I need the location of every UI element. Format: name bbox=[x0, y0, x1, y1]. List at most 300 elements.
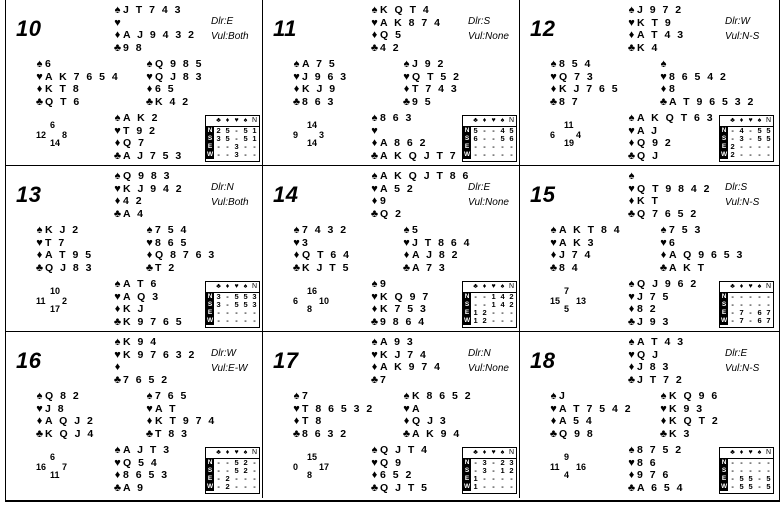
cards: 3 bbox=[302, 236, 310, 249]
cards: 7 6 5 bbox=[155, 390, 189, 402]
dd-corner bbox=[720, 282, 728, 292]
dd-cell: - bbox=[226, 316, 229, 325]
south-hand bbox=[626, 444, 684, 494]
dd-cell: 7 bbox=[739, 316, 744, 325]
diamond-icon: ♦ bbox=[628, 29, 635, 42]
diamonds-holding bbox=[291, 249, 351, 262]
diamond-icon: ♦ bbox=[114, 469, 121, 482]
dd-seat-label: S bbox=[721, 135, 727, 142]
cards: T 9 2 bbox=[123, 124, 157, 137]
spade-icon: ♠ bbox=[371, 112, 378, 124]
heart-icon: ♥ bbox=[550, 236, 557, 249]
dd-row bbox=[206, 475, 259, 483]
hcp-e: 2 bbox=[62, 296, 68, 306]
cards: K 9 4 bbox=[123, 336, 159, 348]
diamonds-holding bbox=[112, 469, 171, 482]
cards: A 9 bbox=[123, 481, 145, 494]
hcp-s: 19 bbox=[564, 138, 575, 148]
dd-cell: - bbox=[492, 134, 495, 143]
east-hand bbox=[401, 224, 471, 274]
spade-icon: ♠ bbox=[36, 58, 43, 70]
dd-suit-header: ♦ bbox=[739, 283, 744, 290]
spades-holding bbox=[112, 278, 184, 291]
clubs-holding bbox=[548, 262, 622, 275]
dd-cell: 5 bbox=[243, 292, 248, 301]
clubs-holding bbox=[548, 96, 620, 109]
dd-suit-header: ♦ bbox=[225, 449, 230, 456]
dd-cell: - bbox=[492, 466, 495, 475]
board bbox=[263, 332, 520, 498]
spade-icon: ♠ bbox=[114, 170, 121, 182]
spades-holding bbox=[626, 444, 684, 457]
north-hand bbox=[626, 336, 685, 386]
cards: 8 6 5 4 2 bbox=[669, 70, 728, 83]
dd-cell: - bbox=[474, 150, 477, 159]
diamonds-holding bbox=[626, 137, 715, 150]
dd-corner bbox=[720, 116, 728, 126]
club-icon: ♣ bbox=[113, 481, 122, 494]
dd-corner bbox=[206, 282, 214, 292]
diamonds-holding bbox=[144, 83, 203, 96]
cards: 8 6 3 2 bbox=[302, 427, 349, 440]
diamonds-holding bbox=[658, 249, 744, 262]
cards: K T 9 bbox=[637, 16, 673, 29]
clubs-holding bbox=[626, 42, 685, 55]
diamonds-holding bbox=[34, 83, 120, 96]
clubs-holding bbox=[658, 428, 720, 441]
club-icon: ♣ bbox=[627, 41, 636, 54]
clubs-holding bbox=[401, 428, 473, 441]
dd-seat-label: N bbox=[207, 127, 213, 134]
dd-cell: - bbox=[217, 474, 220, 483]
cards: 8 6 5 3 bbox=[123, 469, 170, 482]
dd-cell: - bbox=[235, 474, 238, 483]
dd-header bbox=[720, 448, 773, 459]
spades-holding bbox=[369, 112, 458, 125]
cards: J 9 6 3 bbox=[302, 70, 349, 83]
dd-corner bbox=[206, 116, 214, 126]
dealer-label: Dlr:W bbox=[725, 16, 750, 27]
spade-icon: ♠ bbox=[550, 224, 557, 236]
club-icon: ♣ bbox=[35, 261, 44, 274]
cards: K 7 5 3 bbox=[380, 303, 428, 316]
dd-seat-label: E bbox=[207, 309, 213, 316]
dd-row bbox=[206, 301, 259, 309]
hearts-holding bbox=[144, 237, 216, 250]
heart-icon: ♥ bbox=[36, 236, 43, 249]
cards: 9 bbox=[380, 278, 388, 290]
cards: K 9 7 6 3 2 bbox=[123, 348, 197, 361]
hearts-holding bbox=[626, 457, 684, 470]
dd-cell: - bbox=[749, 308, 752, 317]
cards: 8 7 bbox=[559, 95, 580, 108]
hearts-holding bbox=[291, 71, 348, 84]
diamond-icon: ♦ bbox=[371, 469, 378, 482]
hearts-holding bbox=[112, 183, 184, 196]
dd-seat-label: S bbox=[207, 467, 213, 474]
double-dummy-table bbox=[205, 115, 260, 162]
clubs-holding bbox=[112, 482, 171, 495]
spade-icon: ♠ bbox=[550, 390, 557, 402]
dd-suit-header: ♥ bbox=[491, 117, 496, 124]
double-dummy-table bbox=[205, 447, 260, 494]
cards: K 4 bbox=[637, 41, 660, 54]
clubs-holding bbox=[401, 96, 461, 109]
cards: 6 5 bbox=[155, 83, 176, 96]
dd-suit-header: N bbox=[508, 449, 515, 456]
dd-cell: 4 bbox=[739, 126, 744, 135]
spades-holding bbox=[34, 58, 120, 71]
cards: A K T 8 4 bbox=[559, 224, 622, 236]
dd-cell: - bbox=[244, 142, 247, 151]
clubs-holding bbox=[369, 150, 458, 163]
dd-cell: - bbox=[731, 316, 734, 325]
cards: 8 6 3 bbox=[380, 112, 414, 124]
dd-suit-header: ♥ bbox=[234, 117, 239, 124]
dd-row bbox=[720, 459, 773, 467]
hearts-holding bbox=[34, 71, 120, 84]
dd-row bbox=[206, 135, 259, 143]
diamond-icon: ♦ bbox=[293, 249, 300, 262]
double-dummy-table bbox=[462, 447, 517, 494]
east-hand bbox=[658, 58, 755, 108]
cards: K Q 9 7 bbox=[380, 290, 431, 303]
dd-cell: 2 bbox=[243, 466, 248, 475]
club-icon: ♣ bbox=[659, 95, 668, 108]
east-hand bbox=[144, 58, 203, 108]
dealer-vulnerability bbox=[725, 14, 759, 44]
spades-holding bbox=[369, 170, 470, 183]
dd-suit-header: ♣ bbox=[730, 117, 735, 124]
dd-row bbox=[463, 135, 516, 143]
east-hand bbox=[401, 390, 473, 440]
cards: A T 9 5 bbox=[45, 249, 94, 262]
club-icon: ♣ bbox=[292, 261, 301, 274]
dd-suit-header: N bbox=[251, 449, 258, 456]
dd-row bbox=[720, 475, 773, 483]
dd-cell: - bbox=[740, 458, 743, 467]
dd-cell: - bbox=[217, 466, 220, 475]
dd-cell: - bbox=[253, 482, 256, 491]
north-hand bbox=[112, 170, 184, 220]
dd-seat-label: S bbox=[464, 135, 470, 142]
dd-cell: - bbox=[749, 150, 752, 159]
dd-cell: - bbox=[226, 142, 229, 151]
cards: T 8 bbox=[302, 415, 324, 428]
dd-cell: - bbox=[731, 458, 734, 467]
cards: 9 8 6 4 bbox=[380, 315, 427, 328]
dd-cell: 2 bbox=[730, 150, 735, 159]
dd-cell: - bbox=[731, 126, 734, 135]
club-icon: ♣ bbox=[370, 149, 379, 162]
dd-cell: - bbox=[483, 150, 486, 159]
dd-cell: - bbox=[235, 308, 238, 317]
dd-suit-header: ♣ bbox=[730, 283, 735, 290]
spades-holding bbox=[626, 4, 685, 17]
heart-icon: ♥ bbox=[371, 456, 378, 469]
cards: Q 9 bbox=[380, 456, 403, 469]
diamonds-holding bbox=[112, 195, 184, 208]
dd-cell: - bbox=[740, 292, 743, 301]
diamonds-holding bbox=[369, 137, 458, 150]
cards: A 9 3 bbox=[380, 336, 415, 348]
dd-header bbox=[206, 448, 259, 459]
heart-icon: ♥ bbox=[114, 348, 121, 361]
dd-row bbox=[206, 483, 259, 491]
dd-cell: 4 bbox=[500, 292, 505, 301]
diamond-icon: ♦ bbox=[114, 137, 121, 150]
dd-cell: 5 bbox=[243, 126, 248, 135]
south-hand bbox=[626, 112, 715, 162]
club-icon: ♣ bbox=[549, 95, 558, 108]
cards: Q 7 3 bbox=[559, 70, 595, 83]
dd-cell: - bbox=[226, 458, 229, 467]
dd-cell: 3 bbox=[509, 458, 514, 467]
diamond-icon: ♦ bbox=[628, 469, 635, 482]
dd-cell: - bbox=[758, 458, 761, 467]
spades-holding bbox=[658, 58, 755, 71]
club-icon: ♣ bbox=[113, 207, 122, 220]
hearts-holding bbox=[369, 17, 442, 30]
cards: A K 9 4 bbox=[412, 427, 462, 440]
spades-holding bbox=[626, 112, 715, 125]
dd-cell: - bbox=[731, 292, 734, 301]
dd-suit-header: ♥ bbox=[234, 283, 239, 290]
spade-icon: ♠ bbox=[36, 390, 43, 402]
heart-icon: ♥ bbox=[114, 456, 121, 469]
dd-cell: - bbox=[740, 466, 743, 475]
cards: A T 6 bbox=[123, 278, 159, 290]
vulnerability-label: Vul:Both bbox=[211, 197, 249, 208]
dd-suit-header: ♦ bbox=[739, 449, 744, 456]
dd-row bbox=[206, 317, 259, 325]
hcp-w: 9 bbox=[293, 130, 299, 140]
club-icon: ♣ bbox=[292, 427, 301, 440]
dd-suit-header: ♥ bbox=[748, 117, 753, 124]
dd-cell: - bbox=[483, 482, 486, 491]
dd-seat-label: E bbox=[721, 475, 727, 482]
hcp-diagram bbox=[293, 452, 333, 492]
cards: 8 6 bbox=[637, 456, 658, 469]
diamonds-holding bbox=[112, 137, 183, 150]
heart-icon: ♥ bbox=[628, 16, 635, 29]
cards: 8 6 3 bbox=[302, 95, 336, 108]
cards: A Q J 2 bbox=[45, 415, 95, 428]
cards: A K 9 7 4 bbox=[380, 361, 442, 374]
cards: T 8 6 5 3 2 bbox=[302, 402, 375, 415]
club-icon: ♣ bbox=[627, 481, 636, 494]
south-hand bbox=[112, 444, 171, 494]
diamonds-holding bbox=[658, 83, 755, 96]
cards: K T 9 7 4 bbox=[155, 415, 217, 428]
dd-seat-label: S bbox=[464, 467, 470, 474]
dd-seat-label: N bbox=[464, 293, 470, 300]
spades-holding bbox=[548, 58, 620, 71]
hcp-w: 15 bbox=[550, 296, 561, 306]
board-number: 18 bbox=[530, 348, 556, 373]
spades-holding bbox=[112, 4, 196, 17]
hearts-holding bbox=[369, 291, 430, 304]
dd-cell: - bbox=[253, 150, 256, 159]
hcp-e: 17 bbox=[319, 462, 330, 472]
hcp-n: 7 bbox=[564, 286, 570, 296]
cards: K 9 7 6 5 bbox=[123, 315, 184, 328]
dd-cell: - bbox=[217, 142, 220, 151]
dd-cell: 5 bbox=[509, 126, 514, 135]
dd-cell: - bbox=[474, 300, 477, 309]
hearts-holding bbox=[548, 71, 620, 84]
hearts-holding bbox=[112, 457, 171, 470]
hcp-w: 16 bbox=[36, 462, 47, 472]
cards: A K T bbox=[669, 261, 707, 274]
club-icon: ♣ bbox=[145, 95, 154, 108]
east-hand bbox=[401, 58, 461, 108]
cards: 6 bbox=[45, 58, 53, 70]
spade-icon: ♠ bbox=[371, 170, 378, 182]
cards: 9 8 bbox=[123, 41, 144, 54]
dd-cell: 5 bbox=[757, 126, 762, 135]
dd-cell: 5 bbox=[243, 300, 248, 309]
dealer-label: Dlr:E bbox=[211, 16, 234, 27]
dd-cell: - bbox=[510, 316, 513, 325]
diamonds-holding bbox=[369, 195, 470, 208]
spade-icon: ♠ bbox=[628, 4, 635, 16]
dd-cell: - bbox=[749, 316, 752, 325]
dd-cell: - bbox=[767, 300, 770, 309]
dd-cell: 6 bbox=[757, 308, 762, 317]
spade-icon: ♠ bbox=[628, 444, 635, 456]
dd-seat-label: W bbox=[463, 151, 471, 158]
cards: T 2 bbox=[155, 261, 177, 274]
dd-row bbox=[720, 317, 773, 325]
cards: 7 bbox=[302, 390, 310, 402]
heart-icon: ♥ bbox=[146, 70, 153, 83]
west-hand bbox=[291, 224, 351, 274]
dd-cell: - bbox=[253, 458, 256, 467]
dd-cell: 5 bbox=[757, 134, 762, 143]
dd-cell: - bbox=[217, 482, 220, 491]
dd-suit-header: ♠ bbox=[243, 117, 248, 124]
diamonds-holding bbox=[658, 415, 720, 428]
dd-cell: 2 bbox=[500, 458, 505, 467]
dd-cell: 4 bbox=[500, 126, 505, 135]
dd-suit-header: N bbox=[508, 117, 515, 124]
cards: J T 7 2 bbox=[637, 373, 684, 386]
hearts-holding bbox=[401, 71, 461, 84]
cards: Q J bbox=[637, 348, 660, 361]
dd-cell: - bbox=[226, 292, 229, 301]
dd-suit-header: ♦ bbox=[482, 117, 487, 124]
hearts-holding bbox=[626, 125, 715, 138]
club-icon: ♣ bbox=[370, 481, 379, 494]
cards: 8 6 5 bbox=[155, 236, 189, 249]
dealer-vulnerability bbox=[468, 14, 509, 44]
hearts-holding bbox=[34, 237, 93, 250]
heart-icon: ♥ bbox=[371, 124, 378, 137]
cards: K 3 bbox=[669, 427, 692, 440]
spades-holding bbox=[369, 336, 442, 349]
cards: A T 4 3 bbox=[637, 336, 686, 348]
dd-suit-header: ♠ bbox=[243, 449, 248, 456]
dd-suit-header: ♠ bbox=[500, 449, 505, 456]
club-icon: ♣ bbox=[370, 207, 379, 220]
diamond-icon: ♦ bbox=[660, 83, 667, 96]
dd-cell: 5 bbox=[225, 134, 230, 143]
spade-icon: ♠ bbox=[114, 112, 121, 124]
hcp-s: 14 bbox=[50, 138, 61, 148]
dd-seat-label: N bbox=[464, 459, 470, 466]
diamond-icon: ♦ bbox=[550, 415, 557, 428]
dd-cell: 2 bbox=[730, 142, 735, 151]
dd-seat-label: E bbox=[721, 143, 727, 150]
dd-cell: - bbox=[740, 300, 743, 309]
diamond-icon: ♦ bbox=[36, 249, 43, 262]
dd-cell: - bbox=[226, 150, 229, 159]
club-icon: ♣ bbox=[549, 261, 558, 274]
spades-holding bbox=[34, 224, 93, 237]
cards: A K 2 bbox=[123, 112, 160, 124]
board bbox=[263, 0, 520, 166]
dd-cell: 7 bbox=[739, 308, 744, 317]
cards: 7 bbox=[380, 373, 388, 386]
dd-cell: 1 bbox=[473, 316, 478, 325]
dd-cell: - bbox=[235, 482, 238, 491]
dd-cell: 1 bbox=[491, 300, 496, 309]
spades-holding bbox=[401, 390, 473, 403]
dd-cell: 2 bbox=[243, 458, 248, 467]
dd-cell: - bbox=[244, 308, 247, 317]
west-hand bbox=[548, 390, 633, 440]
diamond-icon: ♦ bbox=[114, 303, 121, 316]
west-hand bbox=[34, 224, 93, 274]
diamond-icon: ♦ bbox=[293, 415, 300, 428]
dd-cell: - bbox=[510, 474, 513, 483]
diamond-icon: ♦ bbox=[371, 137, 378, 150]
diamond-icon: ♦ bbox=[114, 195, 121, 208]
spade-icon: ♠ bbox=[371, 336, 378, 348]
dd-cell: 2 bbox=[225, 474, 230, 483]
diamonds-holding bbox=[369, 361, 442, 374]
south-hand bbox=[369, 112, 458, 162]
dd-suit-header: ♠ bbox=[243, 283, 248, 290]
dd-cell: - bbox=[483, 134, 486, 143]
hcp-w: 12 bbox=[36, 130, 47, 140]
dd-cell: 5 bbox=[234, 292, 239, 301]
dealer-label: Dlr:E bbox=[468, 182, 491, 193]
diamonds-holding bbox=[401, 249, 471, 262]
cards: 8 4 bbox=[559, 261, 580, 274]
dd-suit-header: ♣ bbox=[216, 283, 221, 290]
diamonds-holding bbox=[548, 249, 622, 262]
board-number: 14 bbox=[273, 182, 299, 207]
cards: 7 5 4 bbox=[155, 224, 189, 236]
cards: A bbox=[412, 402, 422, 415]
dd-seat-label: N bbox=[207, 459, 213, 466]
dd-row bbox=[720, 483, 773, 491]
dd-cell: 3 bbox=[234, 142, 239, 151]
clubs-holding bbox=[112, 42, 196, 55]
club-icon: ♣ bbox=[549, 427, 558, 440]
dd-seat-label: E bbox=[721, 309, 727, 316]
diamonds-holding bbox=[144, 249, 216, 262]
hearts-holding bbox=[658, 403, 720, 416]
dd-row bbox=[206, 459, 259, 467]
dd-suit-header: ♦ bbox=[482, 449, 487, 456]
dd-suit-header: ♥ bbox=[234, 449, 239, 456]
cards: A J bbox=[637, 124, 659, 137]
hearts-holding bbox=[369, 125, 458, 138]
cards: Q 7 6 5 2 bbox=[637, 207, 699, 220]
